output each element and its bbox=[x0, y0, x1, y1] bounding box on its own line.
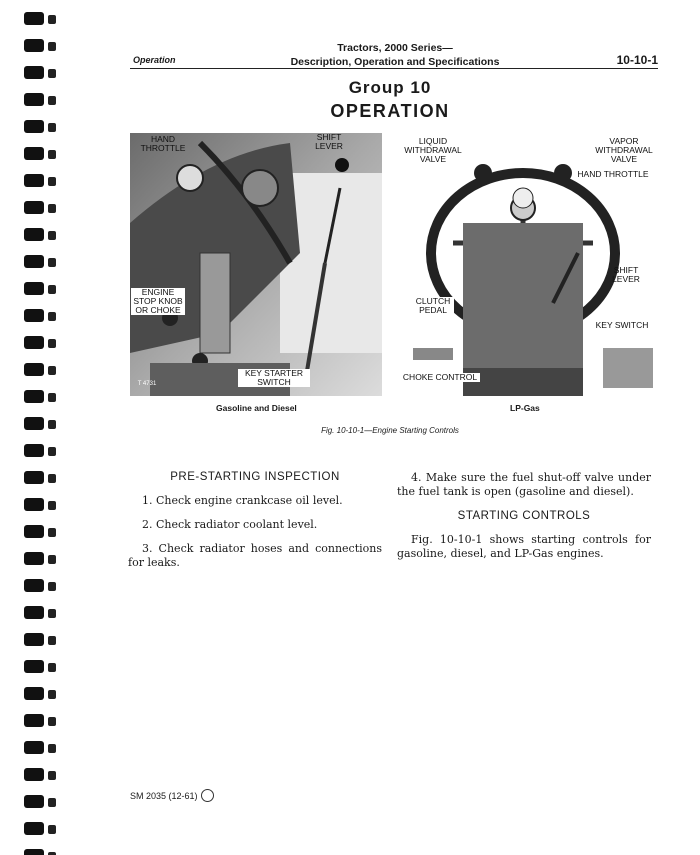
binding-hole bbox=[48, 555, 56, 564]
callout-clutch-pedal: CLUTCH PEDAL bbox=[412, 297, 454, 315]
binding-coil bbox=[24, 228, 44, 241]
callout-shift-lever-left: SHIFT LEVER bbox=[315, 132, 343, 151]
header-title-line1: Tractors, 2000 Series— bbox=[337, 42, 453, 54]
binding-hole bbox=[48, 663, 56, 672]
binding-coil bbox=[24, 282, 44, 295]
binding-hole bbox=[48, 366, 56, 375]
photo-gasoline-diesel bbox=[130, 133, 382, 396]
printer-union-mark-icon bbox=[201, 789, 214, 802]
binding-coil bbox=[24, 444, 44, 457]
binding-hole bbox=[48, 339, 56, 348]
binding-coil bbox=[24, 525, 44, 538]
binding-hole bbox=[48, 42, 56, 51]
binding-coil bbox=[24, 795, 44, 808]
paragraph-oil-level: 1. Check engine crankcase oil level. bbox=[142, 494, 343, 507]
section-title: OPERATION bbox=[330, 101, 450, 121]
binding-hole bbox=[48, 582, 56, 591]
binding-coil bbox=[24, 390, 44, 403]
binding-hole bbox=[48, 744, 56, 753]
binding-hole bbox=[48, 204, 56, 213]
binding-coil bbox=[24, 741, 44, 754]
binding-hole bbox=[48, 447, 56, 456]
binding-hole bbox=[48, 636, 56, 645]
paragraph-coolant-level: 2. Check radiator coolant level. bbox=[142, 518, 318, 531]
header-title-line2: Description, Operation and Specifications bbox=[290, 56, 500, 68]
left-column bbox=[128, 470, 382, 580]
group-title: Group 10 bbox=[348, 78, 432, 97]
callout-hand-throttle-left: HAND THROTTLE bbox=[140, 134, 186, 153]
callout-key-switch: KEY SWITCH bbox=[592, 321, 652, 330]
label-lp-gas: LP-Gas bbox=[510, 403, 540, 413]
binding-coil bbox=[24, 201, 44, 214]
binding-coil bbox=[24, 687, 44, 700]
binding-hole bbox=[48, 123, 56, 132]
binding-hole bbox=[48, 474, 56, 483]
paragraph-starting-controls: Fig. 10-10-1 shows starting controls for gasoline, diesel, and LP-Gas engines. bbox=[397, 533, 651, 560]
paragraph-radiator-hoses: 3. Check radiator hoses and connections for leaks. bbox=[128, 542, 382, 569]
binding-coil bbox=[24, 147, 44, 160]
binding-coil bbox=[24, 552, 44, 565]
heading-starting-controls: STARTING CONTROLS bbox=[457, 510, 591, 522]
binding-coil bbox=[24, 714, 44, 727]
callout-key-starter: KEY STARTER SWITCH bbox=[238, 369, 310, 387]
binding-coil bbox=[24, 849, 44, 855]
binding-hole bbox=[48, 690, 56, 699]
binding-hole bbox=[48, 15, 56, 24]
header-divider bbox=[130, 68, 658, 69]
binding-hole bbox=[48, 825, 56, 834]
binding-coil bbox=[24, 336, 44, 349]
binding-hole bbox=[48, 150, 56, 159]
paragraph-fuel-valve: 4. Make sure the fuel shut-off valve under the fuel tank is open (gasoline and diesel). bbox=[397, 471, 651, 498]
binding-hole bbox=[48, 771, 56, 780]
binding-hole bbox=[48, 528, 56, 537]
binding-coil bbox=[24, 606, 44, 619]
binding-coil bbox=[24, 822, 44, 835]
callout-choke-control: CHOKE CONTROL bbox=[400, 373, 480, 382]
binding-coil bbox=[24, 174, 44, 187]
binding-hole bbox=[48, 609, 56, 618]
photo-id: T 4731 bbox=[137, 381, 157, 387]
figure-caption: Fig. 10-10-1—Engine Starting Controls bbox=[321, 426, 459, 435]
binding-hole bbox=[48, 177, 56, 186]
callout-engine-stop: ENGINE STOP KNOB OR CHOKE bbox=[131, 288, 185, 315]
binding-coil bbox=[24, 309, 44, 322]
binding-hole bbox=[48, 69, 56, 78]
callout-liquid-withdrawal: LIQUID WITHDRAWAL VALVE bbox=[398, 137, 468, 164]
binding-hole bbox=[48, 231, 56, 240]
binding-coil bbox=[24, 471, 44, 484]
callout-vapor-withdrawal: VAPOR WITHDRAWAL VALVE bbox=[592, 137, 656, 164]
binding-coil bbox=[24, 255, 44, 268]
label-gasoline-diesel: Gasoline and Diesel bbox=[216, 403, 297, 413]
binding-coil bbox=[24, 660, 44, 673]
binding-hole bbox=[48, 258, 56, 267]
binding-hole bbox=[48, 393, 56, 402]
heading-pre-starting: PRE-STARTING INSPECTION bbox=[170, 471, 340, 483]
footer-code: SM 2035 (12-61) bbox=[130, 791, 198, 801]
binding-coil bbox=[24, 498, 44, 511]
binding-hole bbox=[48, 798, 56, 807]
binding-coil bbox=[24, 633, 44, 646]
binding-coil bbox=[24, 12, 44, 25]
page-number: 10-10-1 bbox=[616, 53, 658, 67]
callout-shift-lever-right: SHIFT LEVER bbox=[612, 265, 640, 284]
binding-hole bbox=[48, 312, 56, 321]
binding-hole bbox=[48, 501, 56, 510]
binding-coil bbox=[24, 39, 44, 52]
binding-coil bbox=[24, 363, 44, 376]
binding-hole bbox=[48, 285, 56, 294]
binding-hole bbox=[48, 717, 56, 726]
header-section-label: Operation bbox=[133, 55, 176, 65]
header-title bbox=[270, 41, 520, 69]
binding-coil bbox=[24, 768, 44, 781]
callout-hand-throttle-right: HAND THROTTLE bbox=[572, 170, 654, 179]
binding-coil bbox=[24, 579, 44, 592]
right-column bbox=[397, 471, 651, 571]
